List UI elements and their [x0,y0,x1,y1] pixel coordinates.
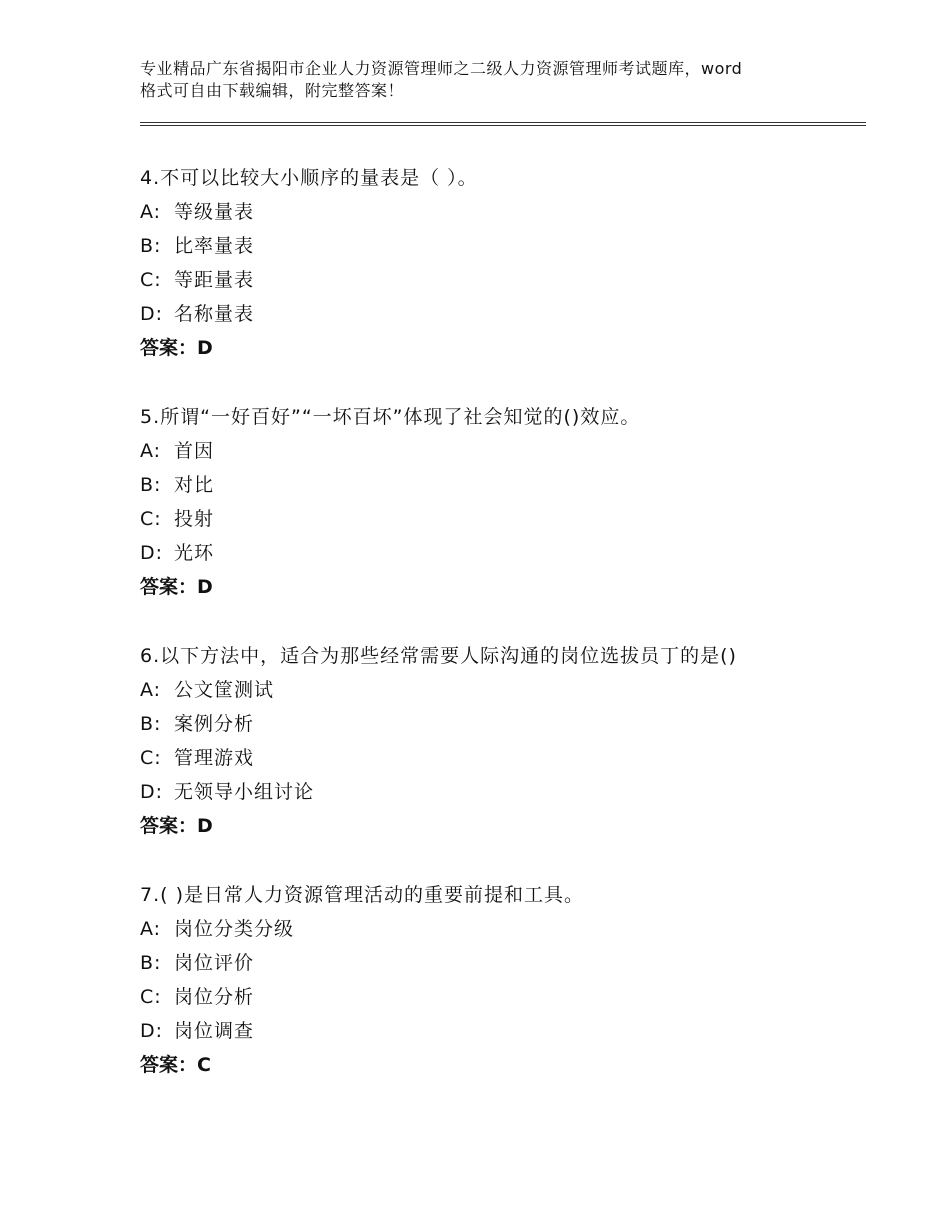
option-text: 等距量表 [174,269,255,291]
question-text: 4.不可以比较大小顺序的量表是（ ）。 [140,167,478,189]
answer-label: 答案：D [140,815,213,837]
option-letter: C: [140,508,162,530]
document-header [140,58,840,102]
option-b [140,468,860,502]
option-text: 案例分析 [174,713,255,735]
answer-label: 答案：D [140,337,213,359]
option-c [140,263,860,297]
option-letter: B: [140,235,162,257]
option-d [140,1014,860,1048]
option-d [140,536,860,570]
question-block [140,161,860,365]
option-text: 光环 [174,542,215,564]
question-block [140,400,860,604]
option-text: 管理游戏 [174,747,255,769]
option-letter: B: [140,952,162,974]
question-text: 6.以下方法中，适合为那些经常需要人际沟通的岗位选拔员丁的是() [140,645,737,667]
option-b [140,946,860,980]
option-letter: C: [140,986,162,1008]
option-letter: A: [140,918,162,940]
header-line-2: 格式可自由下载编辑，附完整答案！ [140,81,405,100]
question-block [140,639,860,843]
option-letter: A: [140,201,162,223]
option-b [140,707,860,741]
option-c [140,980,860,1014]
option-letter: A: [140,440,162,462]
option-letter: B: [140,474,162,496]
option-letter: D: [140,781,164,803]
question-block [140,878,860,1082]
answer-label: 答案：D [140,576,213,598]
option-d [140,297,860,331]
option-text: 无领导小组讨论 [174,781,315,803]
option-letter: D: [140,303,164,325]
option-a [140,912,860,946]
question-text: 5.所谓“一好百好”“一坏百坏”体现了社会知觉的()效应。 [140,406,641,428]
option-a [140,673,860,707]
header-divider-top [140,122,866,123]
option-a [140,195,860,229]
header-divider-bottom [140,125,866,126]
option-a [140,434,860,468]
option-text: 岗位调查 [174,1020,255,1042]
option-text: 投射 [174,508,215,530]
option-text: 比率量表 [174,235,255,257]
question-text: 7.( )是日常人力资源管理活动的重要前提和工具。 [140,884,584,906]
option-text: 岗位分析 [174,986,255,1008]
option-letter: D: [140,542,164,564]
header-line-1: 专业精品广东省揭阳市企业人力资源管理师之二级人力资源管理师考试题库，word [140,59,743,78]
option-letter: A: [140,679,162,701]
option-text: 岗位分类分级 [174,918,295,940]
option-d [140,775,860,809]
option-c [140,741,860,775]
option-b [140,229,860,263]
option-letter: C: [140,747,162,769]
option-text: 名称量表 [174,303,255,325]
option-text: 公文筐测试 [174,679,275,701]
option-letter: D: [140,1020,164,1042]
option-text: 首因 [174,440,215,462]
option-text: 岗位评价 [174,952,255,974]
option-text: 等级量表 [174,201,255,223]
option-text: 对比 [174,474,215,496]
option-letter: B: [140,713,162,735]
option-letter: C: [140,269,162,291]
answer-label: 答案：C [140,1054,211,1076]
option-c [140,502,860,536]
